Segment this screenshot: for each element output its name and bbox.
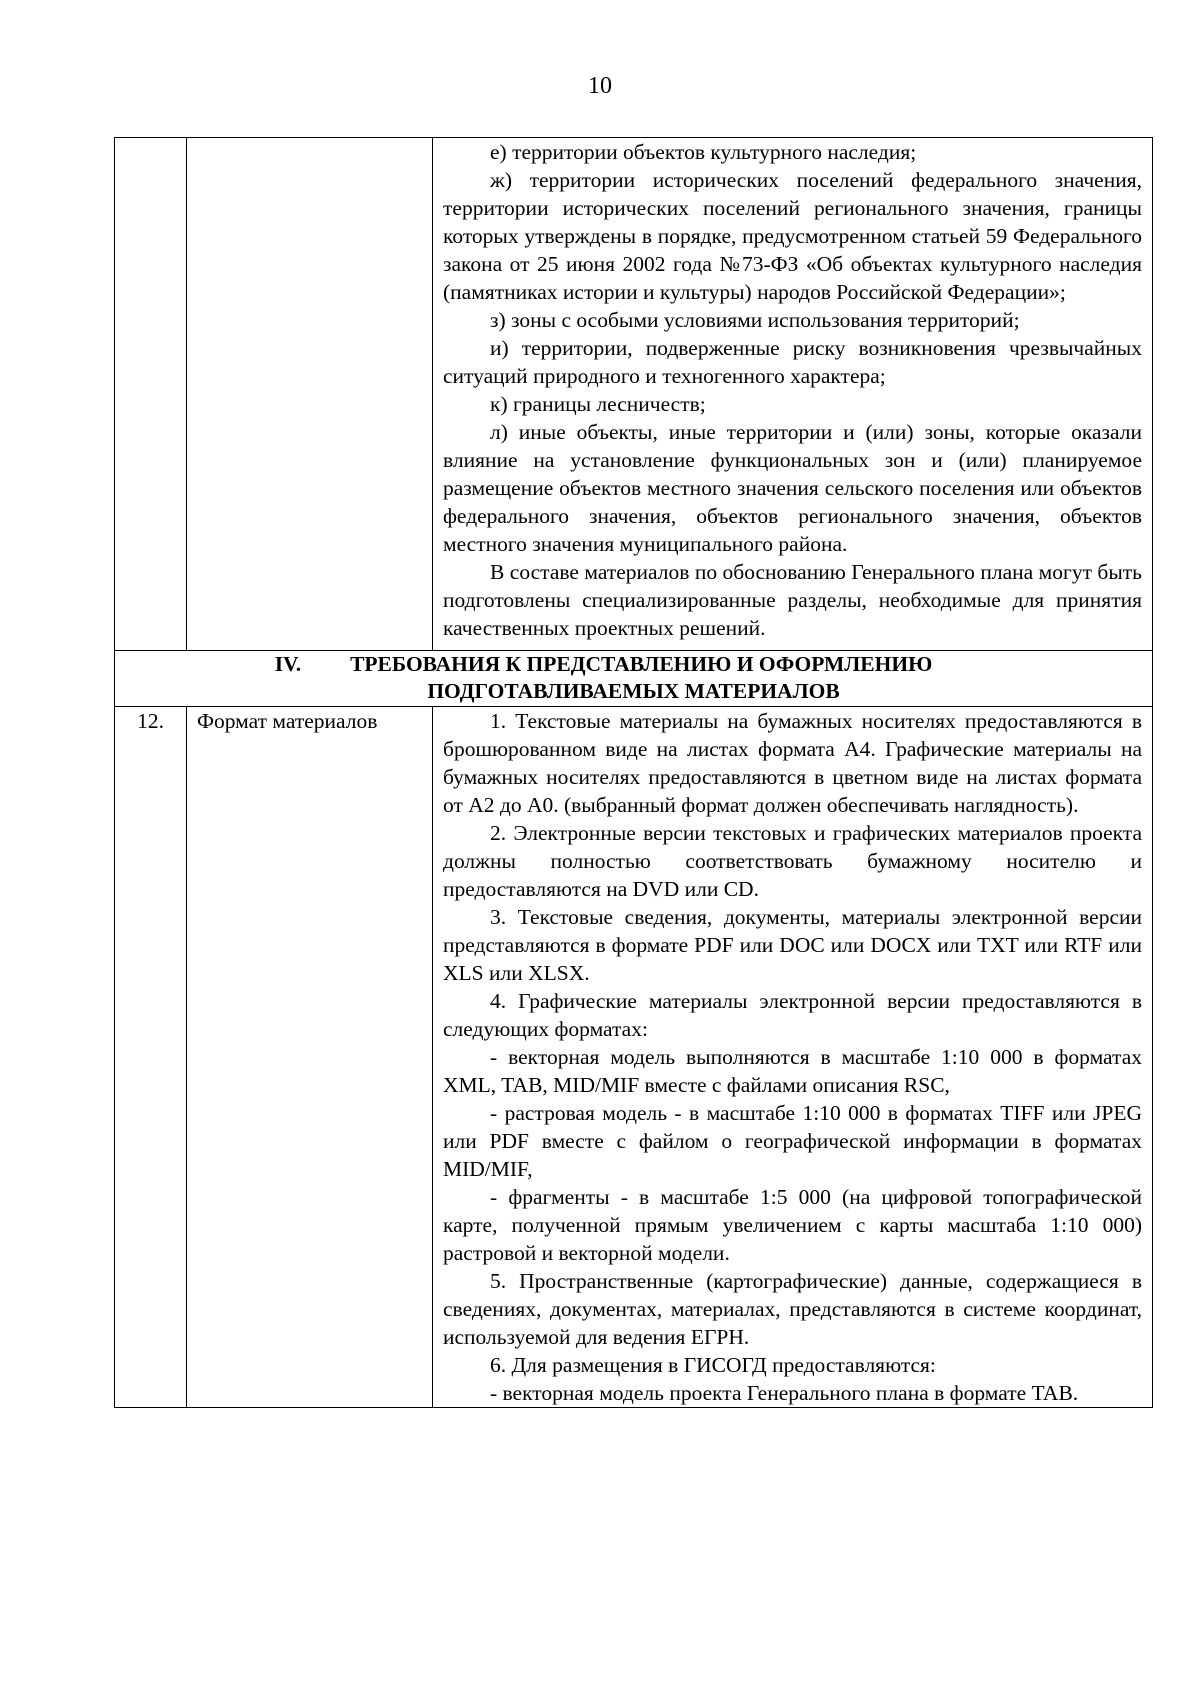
paragraph: з) зоны с особыми условиями использования территорий; xyxy=(490,308,1020,332)
paragraph: ж) территории исторических поселений федерального значения, территории исторических поселений регионального значения, границы которых утверждены в порядке, предусмотренном статьей 59 Федерального закона от 25 июня 2002 года №73-ФЗ «Об объектах культурного наследия (памятниках истории и культуры) народов Российской Федерации»; xyxy=(443,168,1142,304)
paragraph: е) территории объектов культурного наследия; xyxy=(490,140,917,164)
paragraph: 6. Для размещения в ГИСОГД предоставляются: xyxy=(490,1353,936,1377)
section-header xyxy=(115,651,1153,707)
paragraph: к) границы лесничеств; xyxy=(490,392,706,416)
row-name-cell: Формат материалов xyxy=(187,707,433,1408)
paragraph: 3. Текстовые сведения, документы, материалы электронной версии представляются в формате PDF или DOC или DOCX или TXT или RTF или XLS или XLSX. xyxy=(443,905,1142,985)
section-header-row xyxy=(115,651,1153,707)
page-number: 10 xyxy=(588,73,612,99)
row-content-cell xyxy=(433,707,1153,1408)
section-number: IV. xyxy=(274,652,302,676)
section-title-line2: ПОДГОТАВЛИВАЕМЫХ МАТЕРИАЛОВ xyxy=(427,679,840,703)
paragraph: и) территории, подверженные риску возникновения чрезвычайных ситуаций природного и техногенного характера; xyxy=(443,336,1142,388)
section-title-line1: ТРЕБОВАНИЯ К ПРЕДСТАВЛЕНИЮ И ОФОРМЛЕНИЮ xyxy=(350,652,933,676)
row-content-cell xyxy=(433,138,1153,651)
paragraph: - фрагменты - в масштабе 1:5 000 (на цифровой топографической карте, полученной прямым увеличением с карты масштаба 1:10 000) растровой и векторной модели. xyxy=(443,1185,1142,1265)
paragraph: - векторная модель выполняются в масштабе 1:10 000 в форматах XML, TAB, MID/MIF вместе с файлами описания RSC, xyxy=(443,1045,1142,1097)
paragraph: л) иные объекты, иные территории и (или) зоны, которые оказали влияние на установление функциональных зон и (или) планируемое размещение объектов местного значения сельского поселения или объектов федерального значения, объектов регионального значения, объектов местного значения муниципального района. xyxy=(443,420,1142,556)
paragraph: - растровая модель - в масштабе 1:10 000 в форматах TIFF или JPEG или PDF вместе с файлом о географической информации в форматах MID/MIF, xyxy=(443,1101,1142,1181)
row-name-cell xyxy=(187,138,433,651)
table-row-continuation xyxy=(115,138,1153,651)
paragraph: 4. Графические материалы электронной версии предоставляются в следующих форматах: xyxy=(443,989,1142,1041)
paragraph: 2. Электронные версии текстовых и графических материалов проекта должны полностью соответствовать бумажному носителю и предоставляются на DVD или CD. xyxy=(443,821,1142,901)
paragraph: 1. Текстовые материалы на бумажных носителях предоставляются в брошюрованном виде на листах формата А4. Графические материалы на бумажных носителях предоставляются в цветном виде на листах формата от А2 до А0. (выбранный формат должен обеспечивать наглядность). xyxy=(443,709,1142,817)
requirements-table xyxy=(114,137,1153,1408)
row-number-cell: 12. xyxy=(115,707,187,1408)
row-number-cell xyxy=(115,138,187,651)
paragraph: В составе материалов по обоснованию Генерального плана могут быть подготовлены специализированные разделы, необходимые для принятия качественных проектных решений. xyxy=(443,560,1142,640)
paragraph: - векторная модель проекта Генерального плана в формате TAB. xyxy=(490,1381,1079,1405)
paragraph: 5. Пространственные (картографические) данные, содержащиеся в сведениях, документах, материалах, представляются в системе координат, используемой для ведения ЕГРН. xyxy=(443,1269,1142,1349)
table-row-12 xyxy=(115,707,1153,1408)
